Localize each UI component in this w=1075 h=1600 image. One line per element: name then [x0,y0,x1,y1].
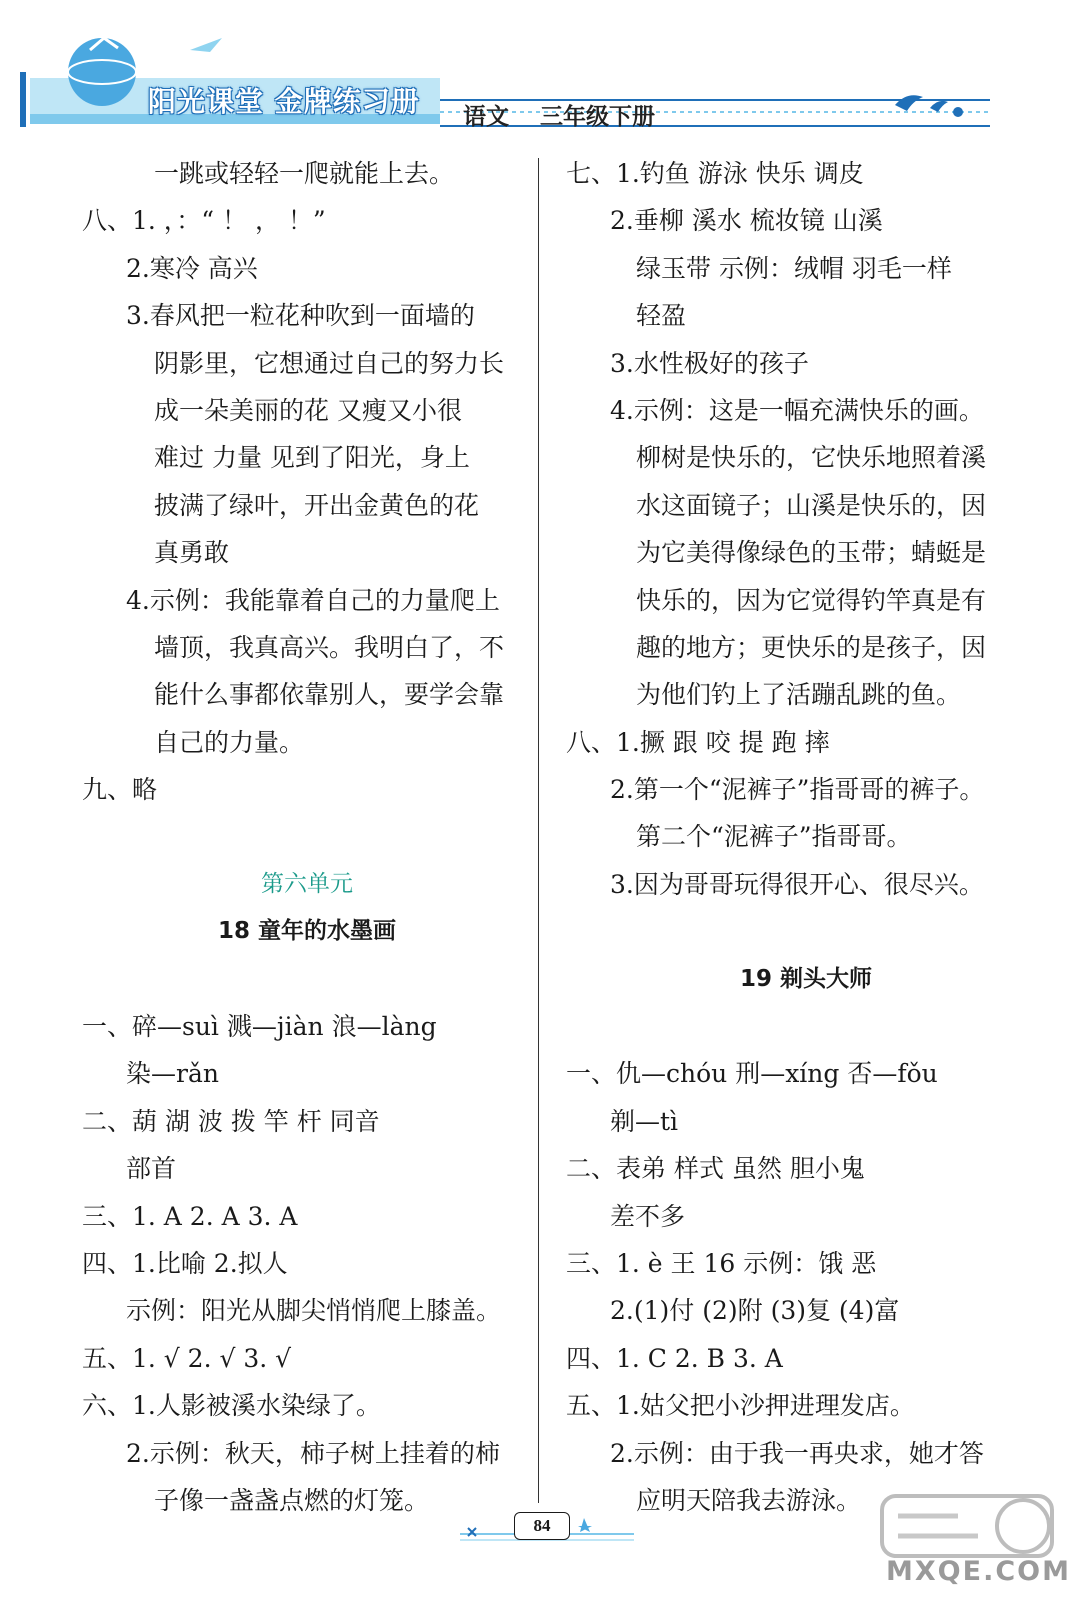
answer-line: 阴影里，它想通过自己的努力长 [154,348,505,378]
answer-line: 3.春风把一粒花种吹到一面墙的 [126,301,475,331]
page-number: 84 [514,1512,570,1540]
answer-line: 为他们钓上了活蹦乱跳的鱼。 [636,680,962,710]
answer-line: 一、碎—suì 溅—jiàn 浪—làng [82,1012,437,1042]
answer-line: 四、1. C 2. B 3. A [566,1343,783,1373]
answer-line: 趣的地方；更快乐的是孩子，因 [636,632,987,662]
answer-line: 第二个“泥裤子”指哥哥。 [636,822,912,852]
answer-line: 五、1.姑父把小沙押进理发店。 [566,1391,915,1421]
answer-line: 六、1.人影被溪水染绿了。 [82,1391,381,1421]
right-column [566,150,1046,1524]
answer-line: 4.示例：这是一幅充满快乐的画。 [610,395,984,425]
column-divider [538,158,539,1503]
answer-line: 2.示例：秋天，柿子树上挂着的柿 [126,1438,500,1468]
star-icon [578,1518,592,1532]
answer-line: 真勇敢 [154,538,230,568]
answer-line: 3.水性极好的孩子 [610,348,809,378]
answer-line: 自己的力量。 [154,727,305,757]
lesson-title: 19 剃头大师 [739,965,872,992]
answer-line: 应明天陪我去游泳。 [636,1485,862,1515]
answer-line: 能什么事都依靠别人，要学会靠 [154,680,505,710]
answer-line: 二、葫 湖 波 拨 竿 杆 同音 [82,1106,380,1136]
globe-icon [68,38,136,106]
answer-line: 七、1.钓鱼 游泳 快乐 调皮 [566,159,864,188]
answer-line: 剃—tì [610,1106,679,1136]
answer-line: 绿玉带 示例：绒帽 羽毛一样 [636,253,952,283]
lesson-title: 18 童年的水墨画 [217,918,396,945]
answer-line: 五、1. √ 2. √ 3. √ [82,1343,292,1373]
answer-line: 轻盈 [636,301,687,331]
answer-line: 差不多 [610,1201,686,1231]
answer-line: 部首 [126,1154,177,1184]
answer-line: 快乐的，因为它觉得钓竿真是有 [636,585,987,615]
paper-plane-icon [190,38,222,52]
answer-line: 九、略 [82,775,158,805]
answer-line: 2.寒冷 高兴 [126,253,258,283]
answer-line: 一、仇—chóu 刑—xíng 否—fǒu [566,1059,938,1089]
left-column [82,150,532,1524]
answer-line: 水这面镜子；山溪是快乐的，因 [636,490,987,520]
answer-line: 四、1.比喻 2.拟人 [82,1248,288,1278]
answer-line: 成一朵美丽的花 又瘦又小很 [154,395,462,425]
blank-line [566,1003,1046,1050]
unit-title: 第六单元 [261,870,353,897]
answer-line: 2.示例：由于我一再央求，她才答 [610,1438,984,1468]
answer-line: 3.因为哥哥玩得很开心、很尽兴。 [610,869,984,899]
brand-title: 阳光课堂 金牌练习册 [148,85,420,118]
page-header [0,0,1075,140]
answer-line: 子像一盏盏点燃的灯笼。 [154,1485,430,1515]
subject-label: 语文 [463,103,509,130]
answer-line: 染—rǎn [126,1059,219,1089]
answer-line: 为它美得像绿色的玉带；蜻蜓是 [636,538,987,568]
answer-line: 柳树是快乐的，它快乐地照着溪 [636,443,987,473]
answer-line: 二、表弟 样式 虽然 胆小鬼 [566,1154,865,1184]
answer-line: 2.(1)付 (2)附 (3)复 (4)富 [610,1296,900,1326]
bird-icon-small [930,101,948,112]
answer-line: 三、1. è 王 16 示例：饿 恶 [566,1248,877,1278]
answer-line: 2.垂柳 溪水 梳妆镜 山溪 [610,206,883,236]
watermark-text: MXQE.COM [886,1556,1071,1587]
answer-line: 八、1. ，：“ ！ ， ！” [82,206,326,236]
blank-line [566,908,1046,955]
answer-line: 一跳或轻轻一爬就能上去。 [154,159,455,188]
answer-line: 难过 力量 见到了阳光，身上 [154,443,470,473]
answer-line: 2.第一个“泥裤子”指哥哥的裤子。 [610,775,985,805]
answer-line: 墙顶，我真高兴。我明白了，不 [154,632,505,662]
blank-line [82,813,532,860]
answer-line: 披满了绿叶，开出金黄色的花 [154,490,480,520]
bird-icon [895,95,923,111]
answer-line: 三、1. A 2. A 3. A [82,1201,298,1231]
answer-line: 4.示例：我能靠着自己的力量爬上 [126,585,500,615]
grade-label: 三年级下册 [540,103,655,130]
answer-line: 示例：阳光从脚尖悄悄爬上膝盖。 [126,1296,502,1326]
blank-line [82,956,532,1003]
answer-line: 八、1.撅 跟 咬 提 跑 摔 [566,727,830,757]
